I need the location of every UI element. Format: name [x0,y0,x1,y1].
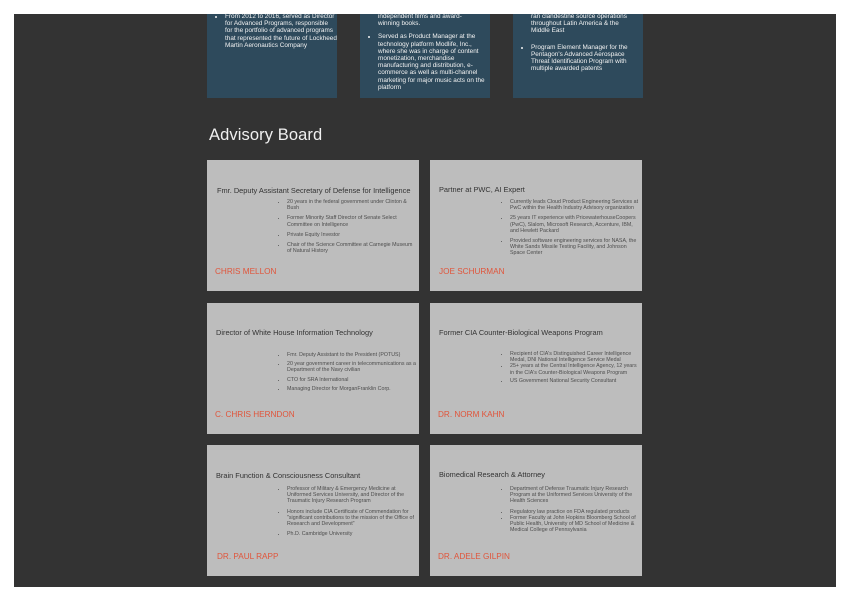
advisor-card [207,160,419,291]
advisor-name: CHRIS MELLON [215,267,277,276]
advisor-point: • Chair of the Science Committee at Carnegie Museum of Natural History [287,242,417,254]
advisor-point: • 25 years IT experience with PricewaterhouseCoopers (PwC), Slalom, Microsoft Research, Accenture, IBM, and Hewlett Packard [510,215,640,234]
advisor-points [502,351,640,388]
advisor-role: Fmr. Deputy Assistant Secretary of Defense for Intelligence [217,186,411,195]
advisor-card [207,303,419,434]
section-title: Advisory Board [209,126,323,144]
bio-card-continuation-3 [513,14,643,98]
advisor-point: • Provided software engineering services for NASA, the White Sands Missile Testing Facility, and Johnson Space Center [510,238,640,257]
advisor-point: • Fmr. Deputy Assistant to the President (POTUS) [287,352,417,358]
advisor-points [502,199,640,261]
advisor-point: • Ph.D. Cambridge University [287,531,417,537]
advisor-points [279,199,417,258]
advisor-point: • Managing Director for MorganFranklin Corp. [287,386,417,392]
advisor-point: • Former Faculty at John Hopkins Bloomberg School of Public Health, University of MD School of Medicine & Medical College of Pennsylvania [510,515,640,534]
advisor-point: • Honors include CIA Certificate of Commendation for "significant contributions to the mission of the Office of Research and Development" [287,509,417,528]
advisor-point: • 20 years in the federal government under Clinton & Bush [287,199,417,211]
advisor-name: JOE SCHURMAN [439,267,505,276]
bio-text: ran clandestine source operations throughout Latin America & the Middle East [531,13,627,35]
advisor-point: • CTO for SRA International [287,377,417,383]
advisor-point: • 25+ years at the Central Intelligence Agency, 12 years in the CIA's Counter-Biological Weapons Program [510,363,640,375]
advisor-point: • Department of Defense Traumatic Injury Research Program at the Uniformed Services University of the Health Sciences [510,486,640,505]
advisor-point: • Former Minority Staff Director of Senate Select Committee on Intelligence [287,215,417,227]
advisor-role: Partner at PWC, AI Expert [439,185,525,194]
advisor-card [430,445,642,576]
advisor-points [279,352,417,396]
advisor-point: • Regulatory law practice on FDA regulated products [510,509,640,515]
advisor-name: DR. ADELE GILPIN [438,552,510,561]
advisor-points [502,486,640,537]
bio-card-continuation-1 [207,14,337,98]
advisor-point: • Currently leads Cloud Product Engineering Services at PwC within the Health Industry Advisory organization [510,199,640,211]
slide-page [14,14,836,587]
advisor-name: DR. PAUL RAPP [217,552,279,561]
advisor-name: DR. NORM KAHN [438,410,505,419]
advisor-role: Former CIA Counter-Biological Weapons Program [439,328,603,337]
bio-bullet: • Served as Product Manager at the technology platform Modlife, Inc., where she was in charge of content monetization, merchandise manufacturing and distribution, e-commerce as well as multi-channel marketing for major music acts on the platform [378,33,490,91]
advisor-point: • Professor of Military & Emergency Medicine at Uniformed Services University, and Director of the Traumatic Injury Research Program [287,486,417,505]
advisor-card [430,303,642,434]
advisor-role: Director of White House Information Technology [216,328,373,337]
advisor-card [207,445,419,576]
advisor-point: • Private Equity Investor [287,232,417,238]
advisor-name: C. CHRIS HERNDON [215,410,295,419]
advisor-point: • US Government National Security Consultant [510,378,640,384]
bio-bullet: • Program Element Manager for the Pentagon's Advanced Aerospace Threat Identification Program with multiple awarded patents [531,44,643,73]
advisor-points [279,486,417,541]
advisor-point: • 20 year government career in telecommunications as a Department of the Navy civilian [287,361,417,373]
bio-bullet: • From 2012 to 2016, served as Director for Advanced Programs, responsible for the portfolio of advanced programs that represented the future of Lockheed Martin Aeronautics Company [225,13,337,49]
advisor-role: Brain Function & Consciousness Consultant [216,471,361,480]
advisor-role: Biomedical Research & Attorney [439,470,545,479]
bio-card-continuation-2 [360,14,490,98]
advisor-card [430,160,642,291]
advisor-point: • Recipient of CIA's Distinguished Career Intelligence Medal, DNI National Intelligence Service Medal [510,351,640,363]
bio-text: independent films and award-winning books. [378,13,462,28]
